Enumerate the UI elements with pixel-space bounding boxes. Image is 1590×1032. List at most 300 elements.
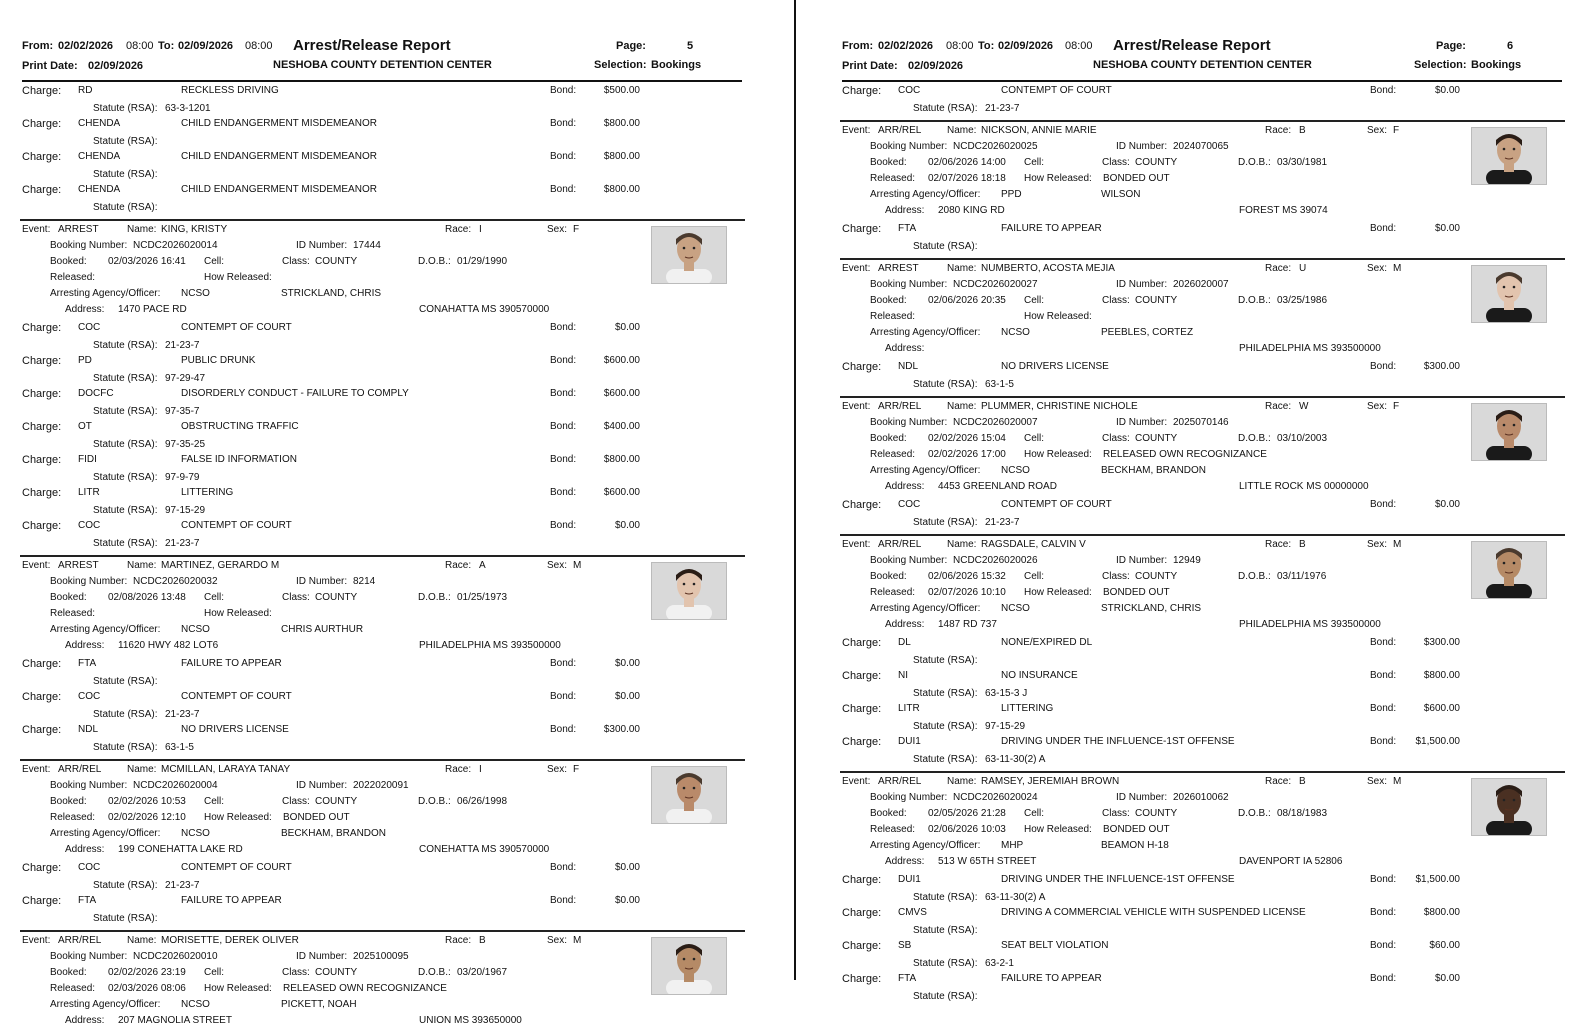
selection-value: Bookings [651, 59, 702, 71]
charge-code: FTA [898, 223, 917, 234]
statute-value: 97-9-79 [165, 472, 200, 483]
charge-row [840, 906, 1565, 924]
event-separator [840, 534, 1565, 536]
how-released-label: How Released: [204, 812, 272, 823]
statute-value: 97-35-25 [165, 439, 206, 450]
how-released-value: RELEASED OWN RECOGNIZANCE [283, 983, 447, 994]
bond-amount: $800.00 [1423, 670, 1460, 681]
bond-label: Bond: [550, 520, 577, 531]
booking-number-label: Booking Number: [870, 555, 948, 566]
charge-label: Charge: [22, 895, 62, 907]
to-label: To: [978, 40, 995, 52]
sex-label: Sex: [1367, 776, 1388, 787]
booking-line [840, 554, 1565, 570]
from-date: 02/02/2026 [58, 40, 114, 52]
statute-label: Statute (RSA): [93, 505, 158, 516]
id-number-label: ID Number: [1116, 555, 1168, 566]
agency-line [840, 839, 1565, 855]
bond-amount: $800.00 [603, 184, 640, 195]
race-label: Race: [1265, 263, 1292, 274]
statute-label: Statute (RSA): [913, 958, 978, 969]
officer-name: PEEBLES, CORTEZ [1101, 327, 1194, 338]
charge-row [20, 321, 745, 339]
charge-code: CHENDA [78, 151, 121, 162]
charge-description: NO INSURANCE [1001, 670, 1078, 681]
released-line [20, 607, 745, 623]
charge-code: OT [78, 421, 92, 432]
to-time: 08:00 [1065, 40, 1093, 52]
charge-code: FTA [78, 895, 97, 906]
class-value: COUNTY [315, 967, 358, 978]
charge-label: Charge: [842, 85, 882, 97]
bond-amount: $800.00 [603, 454, 640, 465]
event-label: Event: [842, 539, 871, 550]
event-record [20, 223, 745, 321]
agency-value: NCSO [1001, 327, 1030, 338]
statute-label: Statute (RSA): [93, 340, 158, 351]
how-released-label: How Released: [1024, 587, 1092, 598]
how-released-label: How Released: [1024, 824, 1092, 835]
address-value: 1487 RD 737 [938, 619, 997, 630]
charge-description: SEAT BELT VIOLATION [1001, 940, 1109, 951]
statute-label: Statute (RSA): [913, 892, 978, 903]
charge-description: FALSE ID INFORMATION [181, 454, 297, 465]
name-label: Name: [947, 776, 977, 787]
statute-value: 21-23-7 [165, 340, 200, 351]
address-line [20, 843, 745, 861]
id-number-label: ID Number: [296, 951, 348, 962]
released-datetime: 02/07/2026 10:10 [928, 587, 1006, 598]
statute-label: Statute (RSA): [913, 991, 978, 1002]
charge-row [840, 873, 1565, 891]
charge-code: SB [898, 940, 912, 951]
charge-label: Charge: [842, 940, 882, 952]
booked-line [20, 255, 745, 271]
booking-number-label: Booking Number: [50, 780, 128, 791]
booked-label: Booked: [870, 571, 907, 582]
charge-row [20, 723, 745, 741]
officer-name: STRICKLAND, CHRIS [281, 288, 382, 299]
mugshot-photo [651, 766, 727, 824]
from-time: 08:00 [126, 40, 154, 52]
header-rule [22, 80, 742, 82]
race-label: Race: [445, 224, 472, 235]
dob-label: D.O.B.: [1238, 433, 1271, 444]
statute-label: Statute (RSA): [93, 742, 158, 753]
statute-row [20, 405, 745, 420]
booking-number-label: Booking Number: [870, 417, 948, 428]
charge-label: Charge: [22, 85, 62, 97]
agency-line [20, 287, 745, 303]
agency-value: PPD [1001, 189, 1022, 200]
charge-label: Charge: [842, 361, 882, 373]
event-separator [840, 771, 1565, 773]
cell-label: Cell: [1024, 808, 1045, 819]
statute-row [20, 438, 745, 453]
event-type: ARREST [58, 560, 99, 571]
statute-value: 63-1-5 [165, 742, 194, 753]
charge-description: CONTEMPT OF COURT [181, 520, 292, 531]
booked-datetime: 02/06/2026 15:32 [928, 571, 1006, 582]
city-state-zip: PHILADELPHIA MS 393500000 [1239, 343, 1381, 354]
statute-row [20, 675, 745, 690]
city-state-zip: CONAHATTA MS 390570000 [419, 304, 550, 315]
agency-value: MHP [1001, 840, 1024, 851]
charge-code: NDL [898, 361, 919, 372]
agency-value: NCSO [181, 288, 210, 299]
statute-value: 63-2-1 [985, 958, 1014, 969]
statute-row [840, 102, 1565, 117]
report-header [22, 36, 742, 80]
bond-label: Bond: [1370, 874, 1397, 885]
how-released-value: RELEASED OWN RECOGNIZANCE [1103, 449, 1267, 460]
mugshot-image [652, 227, 726, 283]
charge-description: NO DRIVERS LICENSE [181, 724, 289, 735]
event-separator [20, 759, 745, 761]
race-value: I [479, 224, 482, 235]
address-line [20, 1014, 745, 1032]
mugshot-photo [1471, 541, 1547, 599]
race-label: Race: [1265, 539, 1292, 550]
charge-label: Charge: [842, 874, 882, 886]
charge-description: DRIVING UNDER THE INFLUENCE-1ST OFFENSE [1001, 736, 1235, 747]
id-number-label: ID Number: [1116, 417, 1168, 428]
dob-value: 03/10/2003 [1277, 433, 1328, 444]
booking-line [840, 416, 1565, 432]
race-value: B [479, 935, 486, 946]
event-line [840, 124, 1565, 140]
charge-label: Charge: [842, 973, 882, 985]
cell-label: Cell: [1024, 571, 1045, 582]
id-number: 2026010062 [1173, 792, 1229, 803]
selection-label: Selection: [1414, 59, 1467, 71]
mugshot-photo [1471, 778, 1547, 836]
event-type: ARR/REL [58, 935, 102, 946]
charge-row [20, 519, 745, 537]
mugshot-image [1472, 266, 1546, 322]
statute-row [20, 201, 745, 216]
charge-row [20, 183, 745, 201]
statute-value: 63-11-30(2) A [985, 754, 1046, 765]
statute-row [840, 687, 1565, 702]
sex-value: F [1393, 401, 1400, 412]
officer-name: PICKETT, NOAH [281, 999, 357, 1010]
agency-label: Arresting Agency/Officer: [870, 327, 981, 338]
released-line [840, 172, 1565, 188]
facility-name: NESHOBA COUNTY DETENTION CENTER [273, 59, 492, 71]
mugshot-image [652, 938, 726, 994]
booked-datetime: 02/02/2026 10:53 [108, 796, 186, 807]
bond-amount: $800.00 [1423, 907, 1460, 918]
booking-line [20, 239, 745, 255]
booked-datetime: 02/06/2026 14:00 [928, 157, 1006, 168]
bond-amount: $1,500.00 [1415, 736, 1460, 747]
released-line [840, 586, 1565, 602]
charge-row [840, 702, 1565, 720]
charge-description: DISORDERLY CONDUCT - FAILURE TO COMPLY [181, 388, 409, 399]
statute-label: Statute (RSA): [913, 925, 978, 936]
id-number: 8214 [353, 576, 376, 587]
inmate-name: MORISETTE, DEREK OLIVER [161, 935, 299, 946]
address-label: Address: [65, 640, 105, 651]
charge-row [20, 453, 745, 471]
how-released-value: BONDED OUT [283, 812, 350, 823]
charge-description: CONTEMPT OF COURT [181, 322, 292, 333]
charge-description: CHILD ENDANGERMENT MISDEMEANOR [181, 118, 377, 129]
event-line [840, 538, 1565, 554]
charge-label: Charge: [22, 184, 62, 196]
bond-amount: $0.00 [614, 520, 640, 531]
print-date: 02/09/2026 [908, 60, 964, 72]
class-label: Class: [282, 256, 310, 267]
mugshot-photo [1471, 403, 1547, 461]
bond-label: Bond: [1370, 907, 1397, 918]
sex-label: Sex: [547, 224, 568, 235]
report-title: Arrest/Release Report [293, 37, 451, 54]
bond-label: Bond: [550, 487, 577, 498]
how-released-label: How Released: [1024, 449, 1092, 460]
booked-datetime: 02/06/2026 20:35 [928, 295, 1006, 306]
statute-label: Statute (RSA): [93, 136, 158, 147]
bond-label: Bond: [550, 862, 577, 873]
charge-code: COC [78, 691, 101, 702]
event-label: Event: [22, 224, 51, 235]
class-value: COUNTY [315, 796, 358, 807]
event-separator [840, 120, 1565, 122]
charge-code: COC [78, 520, 101, 531]
report-page-6 [815, 0, 1590, 1002]
booked-label: Booked: [870, 157, 907, 168]
charge-row [840, 222, 1565, 240]
name-label: Name: [947, 401, 977, 412]
booked-line [20, 591, 745, 607]
sex-label: Sex: [1367, 125, 1388, 136]
bond-amount: $600.00 [1423, 703, 1460, 714]
agency-label: Arresting Agency/Officer: [870, 603, 981, 614]
inmate-name: RAGSDALE, CALVIN V [981, 539, 1086, 550]
statute-row [840, 957, 1565, 972]
statute-label: Statute (RSA): [93, 103, 158, 114]
officer-name: BEAMON H-18 [1101, 840, 1169, 851]
race-value: B [1299, 125, 1306, 136]
sex-label: Sex: [547, 764, 568, 775]
statute-value: 63-15-3 J [985, 688, 1028, 699]
bond-amount: $300.00 [1423, 361, 1460, 372]
bond-amount: $0.00 [1434, 85, 1460, 96]
charge-code: RD [78, 85, 93, 96]
statute-label: Statute (RSA): [913, 721, 978, 732]
id-number: 2026020007 [1173, 279, 1229, 290]
agency-value: NCSO [181, 624, 210, 635]
race-label: Race: [1265, 401, 1292, 412]
statute-row [840, 720, 1565, 735]
charge-code: DUI1 [898, 874, 921, 885]
charge-code: CHENDA [78, 184, 121, 195]
selection-label: Selection: [594, 59, 647, 71]
event-separator [20, 555, 745, 557]
to-time: 08:00 [245, 40, 273, 52]
race-value: W [1299, 401, 1309, 412]
report-header [842, 36, 1562, 80]
booking-number: NCDC2026020024 [953, 792, 1038, 803]
event-label: Event: [22, 560, 51, 571]
race-label: Race: [445, 560, 472, 571]
event-line [840, 262, 1565, 278]
charge-row [20, 117, 745, 135]
agency-line [840, 326, 1565, 342]
how-released-value: BONDED OUT [1103, 587, 1170, 598]
address-value: 4453 GREENLAND ROAD [938, 481, 1057, 492]
event-type: ARREST [58, 224, 99, 235]
officer-name: BECKHAM, BRANDON [1101, 465, 1207, 476]
bond-label: Bond: [550, 151, 577, 162]
statute-row [840, 654, 1565, 669]
event-separator [20, 219, 745, 221]
bond-label: Bond: [550, 691, 577, 702]
city-state-zip: CONEHATTA MS 390570000 [419, 844, 550, 855]
bond-label: Bond: [550, 118, 577, 129]
id-number-label: ID Number: [296, 576, 348, 587]
event-separator [20, 930, 745, 932]
statute-row [20, 168, 745, 183]
charge-label: Charge: [22, 454, 62, 466]
statute-value: 21-23-7 [985, 103, 1020, 114]
charge-label: Charge: [22, 151, 62, 163]
charge-row [840, 360, 1565, 378]
charge-description: CHILD ENDANGERMENT MISDEMEANOR [181, 184, 377, 195]
class-label: Class: [1102, 571, 1130, 582]
selection-value: Bookings [1471, 59, 1522, 71]
bond-amount: $400.00 [603, 421, 640, 432]
statute-label: Statute (RSA): [93, 202, 158, 213]
sex-value: F [573, 764, 580, 775]
charge-row [20, 150, 745, 168]
charge-row [840, 669, 1565, 687]
charge-label: Charge: [842, 736, 882, 748]
sex-label: Sex: [1367, 401, 1388, 412]
agency-label: Arresting Agency/Officer: [870, 465, 981, 476]
id-number: 2025100095 [353, 951, 409, 962]
bond-amount: $500.00 [603, 85, 640, 96]
race-value: B [1299, 776, 1306, 787]
charge-code: NI [898, 670, 908, 681]
booked-label: Booked: [870, 808, 907, 819]
bond-amount: $60.00 [1429, 940, 1460, 951]
charge-row [20, 84, 745, 102]
event-record [840, 124, 1565, 222]
charge-code: NDL [78, 724, 99, 735]
booked-datetime: 02/08/2026 13:48 [108, 592, 186, 603]
charge-description: LITTERING [1001, 703, 1054, 714]
bond-label: Bond: [550, 85, 577, 96]
mugshot-image [1472, 779, 1546, 835]
charge-row [840, 939, 1565, 957]
class-label: Class: [282, 592, 310, 603]
booking-number: NCDC2026020025 [953, 141, 1038, 152]
charge-row [840, 498, 1565, 516]
charge-code: COC [898, 85, 921, 96]
event-separator [840, 258, 1565, 260]
print-date-label: Print Date: [22, 60, 78, 72]
agency-label: Arresting Agency/Officer: [50, 828, 161, 839]
statute-row [840, 753, 1565, 768]
charge-description: FAILURE TO APPEAR [181, 895, 282, 906]
class-label: Class: [282, 796, 310, 807]
bond-amount: $300.00 [603, 724, 640, 735]
charge-code: CMVS [898, 907, 927, 918]
dob-label: D.O.B.: [1238, 157, 1271, 168]
statute-label: Statute (RSA): [913, 379, 978, 390]
bond-label: Bond: [1370, 499, 1397, 510]
charge-code: CHENDA [78, 118, 121, 129]
event-type: ARR/REL [878, 401, 922, 412]
released-datetime: 02/03/2026 08:06 [108, 983, 186, 994]
to-label: To: [158, 40, 175, 52]
bond-amount: $1,500.00 [1415, 874, 1460, 885]
cell-label: Cell: [204, 967, 225, 978]
dob-label: D.O.B.: [1238, 808, 1271, 819]
released-datetime: 02/06/2026 10:03 [928, 824, 1006, 835]
statute-row [20, 135, 745, 150]
address-label: Address: [65, 844, 105, 855]
charge-description: CONTEMPT OF COURT [181, 691, 292, 702]
facility-name: NESHOBA COUNTY DETENTION CENTER [1093, 59, 1312, 71]
officer-name: STRICKLAND, CHRIS [1101, 603, 1202, 614]
charge-row [20, 354, 745, 372]
booked-line [840, 807, 1565, 823]
bond-amount: $800.00 [603, 151, 640, 162]
dob-label: D.O.B.: [418, 967, 451, 978]
event-record [840, 538, 1565, 636]
charge-description: OBSTRUCTING TRAFFIC [181, 421, 299, 432]
bond-amount: $0.00 [1434, 223, 1460, 234]
booked-label: Booked: [50, 256, 87, 267]
booking-line [840, 278, 1565, 294]
booked-label: Booked: [50, 592, 87, 603]
event-type: ARREST [878, 263, 919, 274]
charge-label: Charge: [842, 907, 882, 919]
charge-description: LITTERING [181, 487, 234, 498]
booked-label: Booked: [870, 433, 907, 444]
statute-row [840, 891, 1565, 906]
charge-label: Charge: [22, 322, 62, 334]
event-separator [840, 396, 1565, 398]
inmate-name: NUMBERTO, ACOSTA MEJIA [981, 263, 1115, 274]
how-released-label: How Released: [204, 983, 272, 994]
statute-label: Statute (RSA): [913, 517, 978, 528]
to-date: 02/09/2026 [998, 40, 1054, 52]
bond-label: Bond: [1370, 85, 1397, 96]
bond-label: Bond: [1370, 637, 1397, 648]
sex-label: Sex: [547, 560, 568, 571]
name-label: Name: [127, 764, 157, 775]
released-line [20, 271, 745, 287]
address-label: Address: [65, 304, 105, 315]
sex-label: Sex: [1367, 539, 1388, 550]
race-value: B [1299, 539, 1306, 550]
event-line [20, 223, 745, 239]
charge-code: COC [898, 499, 921, 510]
charge-label: Charge: [22, 862, 62, 874]
bond-amount: $0.00 [614, 895, 640, 906]
charge-description: CONTEMPT OF COURT [1001, 499, 1112, 510]
statute-value: 21-23-7 [165, 538, 200, 549]
city-state-zip: FOREST MS 39074 [1239, 205, 1328, 216]
booking-number: NCDC2026020004 [133, 780, 218, 791]
event-record [840, 775, 1565, 873]
charge-description: RECKLESS DRIVING [181, 85, 279, 96]
booking-number-label: Booking Number: [870, 279, 948, 290]
